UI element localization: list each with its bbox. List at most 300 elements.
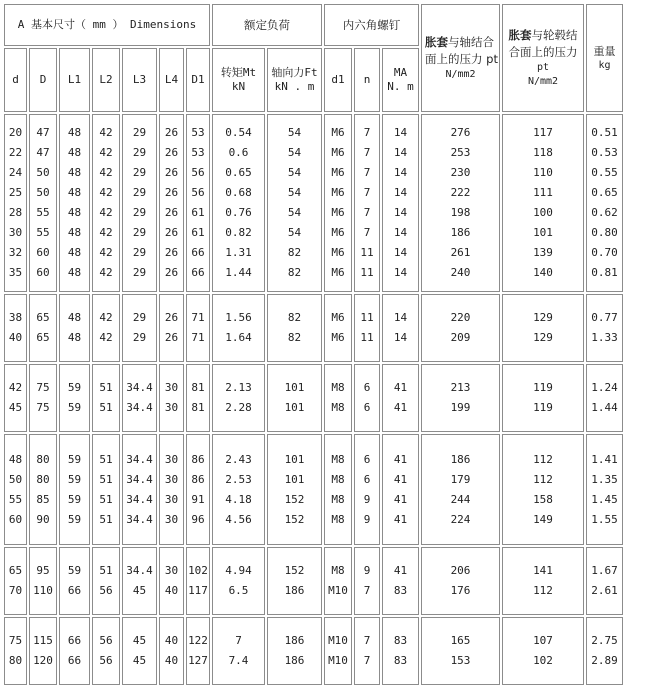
cell-value: 48 [67, 206, 82, 219]
cell-value: 22 [8, 146, 23, 159]
cell-value: 140 [533, 266, 553, 279]
cell-value: M8 [331, 381, 345, 394]
cell-value: M8 [331, 492, 345, 506]
cell-value: M6 [331, 246, 345, 259]
cell-shaft-pressure [421, 547, 500, 615]
cell-weight [586, 364, 623, 432]
cell-value: 42 [99, 206, 113, 219]
cell-value: 2.89 [591, 654, 618, 667]
cell-value: 54 [287, 186, 302, 199]
cell-value: 42 [99, 126, 113, 139]
cell-ma [382, 294, 419, 362]
cell-value: 209 [450, 331, 471, 344]
cell-value: 6 [363, 401, 371, 414]
cell-value: 65 [8, 564, 23, 577]
cell-value: 59 [67, 472, 82, 486]
cell-value: 152 [284, 512, 305, 526]
col-n: n [354, 48, 380, 112]
cell-value: 14 [393, 166, 408, 179]
cell-value: 117 [188, 584, 208, 597]
cell-value: 40 [164, 654, 179, 667]
cell-L3 [122, 294, 157, 362]
cell-value: 102 [533, 654, 553, 667]
shaft-pressure-bold: 胀套 [425, 35, 448, 49]
cell-value: 0.54 [225, 126, 252, 139]
cell-value: 38 [8, 311, 23, 324]
cell-value: 111 [533, 186, 553, 199]
cell-value: 55 [8, 492, 23, 506]
cell-axial-force [267, 364, 322, 432]
cell-L4 [159, 294, 184, 362]
cell-value: 224 [450, 512, 471, 526]
cell-L1 [59, 547, 90, 615]
cell-value: 120 [33, 654, 53, 667]
cell-value: 41 [393, 381, 408, 394]
cell-value: 40 [164, 634, 179, 647]
cell-value: 34.4 [126, 564, 153, 577]
cell-value: 0.82 [225, 226, 252, 239]
cell-D [29, 617, 57, 685]
cell-hub-pressure [502, 547, 584, 615]
cell-value: 30 [164, 401, 179, 414]
cell-n [354, 434, 380, 545]
cell-value: 14 [393, 226, 408, 239]
cell-value: 48 [8, 452, 23, 466]
cell-value: 118 [533, 146, 553, 159]
cell-value: 56 [99, 634, 113, 647]
cell-value: 30 [164, 381, 179, 394]
cell-value: 55 [36, 226, 50, 239]
cell-value: 14 [393, 206, 408, 219]
cell-value: 42 [99, 311, 113, 324]
cell-value: 26 [164, 226, 179, 239]
cell-value: 66 [191, 246, 205, 259]
cell-value: 75 [36, 381, 50, 394]
cell-hub-pressure [502, 364, 584, 432]
cell-value: 1.41 [591, 452, 618, 466]
col-d: d [4, 48, 27, 112]
cell-value: 198 [450, 206, 471, 219]
cell-value: 70 [8, 584, 23, 597]
cell-value: 117 [533, 126, 553, 139]
cell-d [4, 617, 27, 685]
cell-value: 51 [99, 564, 113, 577]
cell-value: 1.56 [225, 311, 252, 324]
cell-value: 127 [188, 654, 208, 667]
cell-value: 7 [363, 206, 371, 219]
cell-value: 48 [67, 331, 82, 344]
cell-value: 41 [393, 401, 408, 414]
cell-value: 51 [99, 492, 113, 506]
cell-value: 51 [99, 512, 113, 526]
cell-value: 66 [67, 634, 82, 647]
cell-value: 261 [450, 246, 471, 259]
cell-d [4, 364, 27, 432]
cell-value: 29 [132, 226, 147, 239]
cell-value: 119 [533, 401, 553, 414]
cell-value: 1.33 [591, 331, 618, 344]
cell-axial-force [267, 617, 322, 685]
rated-load-header: 额定负荷 [212, 4, 322, 46]
cell-value: 122 [188, 634, 208, 647]
cell-value: 179 [450, 472, 471, 486]
torque-label: 转矩Mt [220, 66, 257, 79]
cell-value: 14 [393, 331, 408, 344]
cell-value: 66 [67, 654, 82, 667]
cell-value: 6 [363, 381, 371, 394]
cell-value: 48 [67, 266, 82, 279]
cell-value: 30 [164, 492, 179, 506]
cell-value: 102 [188, 564, 208, 577]
weight-header [586, 4, 623, 112]
cell-D [29, 114, 57, 292]
cell-value: 83 [393, 584, 408, 597]
cell-value: 82 [287, 311, 302, 324]
cell-torque [212, 114, 265, 292]
cell-value: M6 [331, 331, 345, 344]
cell-shaft-pressure [421, 434, 500, 545]
cell-value: 230 [450, 166, 471, 179]
cell-d [4, 114, 27, 292]
cell-value: 71 [191, 331, 205, 344]
cell-value: 206 [450, 564, 471, 577]
cell-value: 56 [99, 584, 113, 597]
cell-value: 220 [450, 311, 471, 324]
cell-value: 2.61 [591, 584, 618, 597]
cell-value: 0.51 [591, 126, 618, 139]
col-d1: d1 [324, 48, 352, 112]
cell-value: 7 [235, 634, 242, 647]
cell-D [29, 294, 57, 362]
cell-value: M8 [331, 564, 345, 577]
cell-value: 34.4 [126, 492, 153, 506]
cell-hub-pressure [502, 434, 584, 545]
cell-value: 253 [450, 146, 471, 159]
cell-value: 26 [164, 166, 179, 179]
cell-value: 48 [67, 166, 82, 179]
cell-value: 29 [132, 246, 147, 259]
cell-value: 82 [287, 331, 302, 344]
cell-value: 29 [132, 331, 147, 344]
axial-force-unit: kN . m [274, 80, 315, 93]
cell-value: 42 [99, 226, 113, 239]
cell-L1 [59, 434, 90, 545]
cell-value: 48 [67, 146, 82, 159]
cell-value: 29 [132, 311, 147, 324]
cell-value: 2.13 [225, 381, 252, 394]
cell-value: 101 [284, 381, 305, 394]
cell-D1 [186, 294, 210, 362]
cell-value: 26 [164, 206, 179, 219]
cell-value: 29 [132, 186, 147, 199]
cell-value: M8 [331, 401, 345, 414]
cell-L3 [122, 114, 157, 292]
cell-value: 14 [393, 246, 408, 259]
ma-unit: N. m [387, 80, 414, 93]
cell-value: 83 [393, 634, 408, 647]
cell-value: 26 [164, 311, 179, 324]
cell-value: 30 [164, 472, 179, 486]
cell-value: 48 [67, 186, 82, 199]
cell-D [29, 547, 57, 615]
cell-value: 42 [99, 266, 113, 279]
cell-value: 1.44 [225, 266, 252, 279]
hub-pressure-header [502, 4, 584, 112]
cell-value: 176 [450, 584, 471, 597]
cell-d1 [324, 364, 352, 432]
cell-value: 29 [132, 266, 147, 279]
cell-value: M6 [331, 226, 345, 239]
cell-value: 7 [363, 126, 371, 139]
table-row-group [4, 114, 623, 292]
cell-value: 2.28 [225, 401, 252, 414]
cell-weight [586, 114, 623, 292]
table-row-group [4, 294, 623, 362]
cell-value: 45 [132, 634, 147, 647]
cell-value: 51 [99, 472, 113, 486]
cell-value: 11 [360, 246, 374, 259]
cell-value: M6 [331, 266, 345, 279]
cell-value: 1.24 [591, 381, 618, 394]
cell-value: 50 [36, 166, 50, 179]
col-L4: L4 [159, 48, 184, 112]
cell-value: 53 [191, 126, 205, 139]
cell-value: 149 [533, 512, 553, 526]
cell-value: 199 [450, 401, 471, 414]
cell-value: 107 [533, 634, 553, 647]
col-axial-force [267, 48, 322, 112]
cell-ma [382, 364, 419, 432]
cell-value: 6 [363, 472, 371, 486]
ma-label: MA [393, 66, 408, 79]
cell-value: 54 [287, 146, 302, 159]
cell-axial-force [267, 547, 322, 615]
cell-L4 [159, 617, 184, 685]
dimensions-group-header: A 基本尺寸（ mm ） Dimensions [4, 4, 210, 46]
cell-value: 80 [8, 654, 23, 667]
cell-value: 26 [164, 186, 179, 199]
cell-value: 4.94 [225, 564, 252, 577]
cell-value: 40 [164, 584, 179, 597]
cell-value: M6 [331, 186, 345, 199]
cell-value: 14 [393, 146, 408, 159]
cell-value: 42 [99, 246, 113, 259]
cell-value: 56 [191, 186, 205, 199]
cell-value: 14 [393, 311, 408, 324]
table-row-group [4, 617, 623, 685]
cell-hub-pressure [502, 114, 584, 292]
cell-torque [212, 434, 265, 545]
cell-d1 [324, 434, 352, 545]
cell-value: 56 [99, 654, 113, 667]
cell-value: 20 [8, 126, 23, 139]
cell-value: 61 [191, 206, 205, 219]
cell-value: 48 [67, 311, 82, 324]
col-D: D [29, 48, 57, 112]
cell-value: 47 [36, 146, 50, 159]
cell-value: 1.67 [591, 564, 618, 577]
cell-ma [382, 114, 419, 292]
table-row-group [4, 547, 623, 615]
cell-value: 6 [363, 452, 371, 466]
cell-value: 80 [36, 452, 50, 466]
cell-L2 [92, 434, 120, 545]
cell-L3 [122, 434, 157, 545]
cell-value: 129 [533, 331, 553, 344]
cell-D1 [186, 434, 210, 545]
cell-value: 7 [363, 186, 371, 199]
cell-value: 244 [450, 492, 471, 506]
spec-table [2, 2, 625, 687]
cell-value: 240 [450, 266, 471, 279]
cell-d1 [324, 617, 352, 685]
cell-value: 7 [363, 166, 371, 179]
cell-value: 61 [191, 226, 205, 239]
cell-value: 48 [67, 226, 82, 239]
cell-value: 30 [164, 564, 179, 577]
cell-value: 53 [191, 146, 205, 159]
cell-torque [212, 364, 265, 432]
cell-hub-pressure [502, 617, 584, 685]
cell-value: 0.77 [591, 311, 618, 324]
cell-value: 139 [533, 246, 553, 259]
cell-value: 86 [191, 472, 205, 486]
cell-value: 101 [284, 472, 305, 486]
cell-D [29, 364, 57, 432]
cell-value: 1.64 [225, 331, 252, 344]
cell-value: 276 [450, 126, 471, 139]
cell-value: 65 [36, 331, 50, 344]
cell-value: 60 [36, 266, 50, 279]
cell-axial-force [267, 294, 322, 362]
cell-value: 42 [99, 186, 113, 199]
hub-pressure-symbol: pt [536, 62, 550, 73]
cell-value: 51 [99, 452, 113, 466]
cell-value: 75 [8, 634, 23, 647]
cell-value: 59 [67, 512, 82, 526]
cell-value: 59 [67, 381, 82, 394]
shaft-pressure-header [421, 4, 500, 112]
cell-value: 29 [132, 166, 147, 179]
cell-value: 152 [284, 564, 305, 577]
cell-d1 [324, 294, 352, 362]
cell-value: 0.76 [225, 206, 252, 219]
cell-value: 30 [164, 452, 179, 466]
cell-value: 1.35 [591, 472, 618, 486]
cell-L3 [122, 364, 157, 432]
cell-L2 [92, 617, 120, 685]
cell-value: 1.44 [591, 401, 618, 414]
cell-value: 48 [67, 126, 82, 139]
cell-value: 158 [533, 492, 553, 506]
cell-L4 [159, 547, 184, 615]
col-L1: L1 [59, 48, 90, 112]
cell-value: 0.65 [225, 166, 252, 179]
cell-value: 54 [287, 226, 302, 239]
cell-value: 2.53 [225, 472, 252, 486]
cell-value: 4.56 [225, 512, 252, 526]
cell-value: 7 [363, 226, 371, 239]
cell-value: 110 [33, 584, 53, 597]
cell-value: 7 [363, 634, 371, 647]
cell-D1 [186, 114, 210, 292]
col-D1: D1 [186, 48, 210, 112]
cell-value: 75 [36, 401, 50, 414]
cell-value: 14 [393, 186, 408, 199]
cell-value: 85 [36, 492, 50, 506]
cell-d [4, 434, 27, 545]
cell-value: 41 [393, 512, 408, 526]
cell-value: 11 [360, 331, 374, 344]
cell-value: 29 [132, 146, 147, 159]
cell-value: 34.4 [126, 452, 153, 466]
cell-value: 26 [164, 146, 179, 159]
col-L2: L2 [92, 48, 120, 112]
cell-value: M10 [328, 634, 348, 647]
cell-value: 45 [132, 654, 147, 667]
hub-pressure-unit: N/mm2 [527, 76, 559, 87]
cell-value: 42 [99, 166, 113, 179]
cell-value: 1.45 [591, 492, 618, 506]
cell-weight [586, 434, 623, 545]
shaft-pressure-unit: N/mm2 [445, 69, 476, 80]
cell-value: 34.4 [126, 472, 153, 486]
cell-value: 26 [164, 126, 179, 139]
weight-unit: kg [598, 60, 611, 71]
cell-value: 186 [450, 452, 471, 466]
cell-value: 165 [450, 634, 471, 647]
cell-ma [382, 434, 419, 545]
cell-weight [586, 617, 623, 685]
cell-value: 51 [99, 401, 113, 414]
cell-L2 [92, 114, 120, 292]
cell-d1 [324, 114, 352, 292]
cell-value: 26 [164, 266, 179, 279]
hub-pressure-bold: 胀套 [508, 28, 532, 42]
cell-value: 14 [393, 266, 408, 279]
cell-value: 186 [284, 584, 305, 597]
cell-value: 82 [287, 266, 302, 279]
cell-hub-pressure [502, 294, 584, 362]
cell-value: 24 [8, 166, 23, 179]
col-ma [382, 48, 419, 112]
cell-value: 29 [132, 126, 147, 139]
cell-D1 [186, 547, 210, 615]
cell-value: 1.55 [591, 512, 618, 526]
table-row-group [4, 434, 623, 545]
cell-torque [212, 294, 265, 362]
cell-value: M6 [331, 126, 345, 139]
cell-L3 [122, 547, 157, 615]
cell-value: 29 [132, 206, 147, 219]
cell-L1 [59, 364, 90, 432]
cell-value: 222 [450, 186, 471, 199]
cell-value: 4.18 [225, 492, 252, 506]
cell-value: M6 [331, 166, 345, 179]
cell-L2 [92, 294, 120, 362]
cell-value: 9 [363, 492, 371, 506]
weight-label: 重量 [593, 45, 616, 58]
cell-value: 59 [67, 401, 82, 414]
cell-value: 213 [450, 381, 471, 394]
cell-value: 96 [191, 512, 205, 526]
cell-value: 0.65 [591, 186, 618, 199]
cell-value: 0.62 [591, 206, 618, 219]
cell-ma [382, 617, 419, 685]
cell-n [354, 547, 380, 615]
cell-value: 41 [393, 564, 408, 577]
cell-value: M8 [331, 472, 345, 486]
